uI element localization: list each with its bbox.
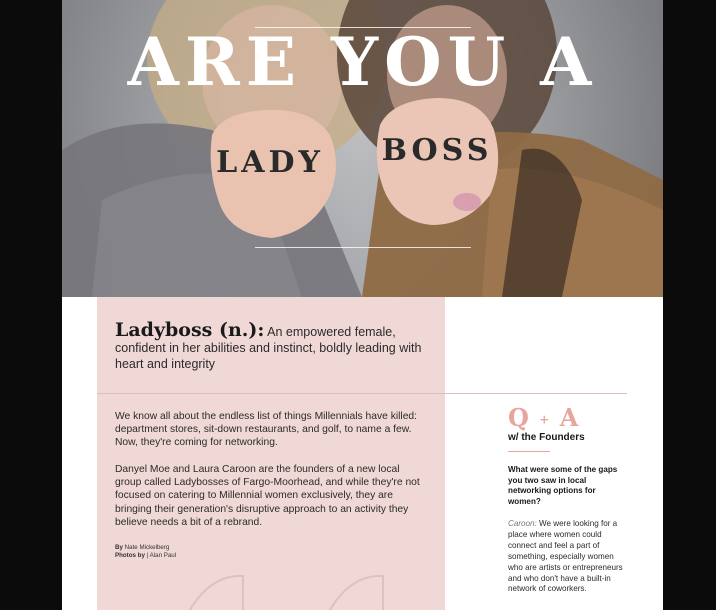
definition-term: Ladyboss (n.): bbox=[115, 319, 265, 341]
qa-answer-text: We were looking for a place where women could connect and feel a part of something, especially women who are artists or entrepreneurs and who don't have a built-in network of coworkers. bbox=[508, 519, 623, 594]
definition-text: An empowered female, confident in her abilities and instinct, boldly leading with heart and integrity bbox=[115, 325, 422, 371]
qa-answer-speaker: Caroon: bbox=[508, 519, 537, 528]
knuckle-tattoo-boss: BOSS bbox=[381, 133, 493, 168]
decorative-quote-marks bbox=[177, 570, 387, 610]
hero-bottom-rule bbox=[255, 247, 471, 248]
section-divider bbox=[97, 393, 627, 394]
hero-photo bbox=[62, 0, 663, 297]
article-paragraph: Danyel Moe and Laura Caroon are the founders of a new local group called Ladybosses of Fargo-Moorhead, and while they're not focused on catering to Millennial women exclusively, they are bringing their generation's disruptive approach to an activity they believe needs a bit of a rebrand. bbox=[115, 464, 420, 528]
knuckle-tattoo-lady: LADY bbox=[216, 145, 324, 180]
qa-heading bbox=[508, 404, 579, 434]
qa-plus: + bbox=[539, 412, 551, 427]
qa-letter-a: A bbox=[559, 403, 580, 432]
qa-rule bbox=[508, 451, 550, 452]
definition bbox=[115, 319, 435, 372]
magazine-page bbox=[62, 0, 663, 610]
headline: ARE YOU A bbox=[127, 23, 598, 101]
credits bbox=[115, 544, 176, 560]
qa-letter-q: Q bbox=[508, 403, 530, 432]
article-paragraph: We know all about the endless list of things Millennials have killed: department stores, sit-down restaurants, and golf, to name a few. Now, they're coming for networking. bbox=[115, 411, 418, 449]
byline: By Nate Mickelberg bbox=[115, 544, 170, 551]
photo-credit: Photos by | Alan Paul bbox=[115, 552, 177, 559]
qa-answer bbox=[508, 519, 624, 595]
qa-subtitle: w/ the Founders bbox=[508, 432, 585, 443]
qa-question: What were some of the gaps you two saw in local networking options for women? bbox=[508, 465, 618, 506]
